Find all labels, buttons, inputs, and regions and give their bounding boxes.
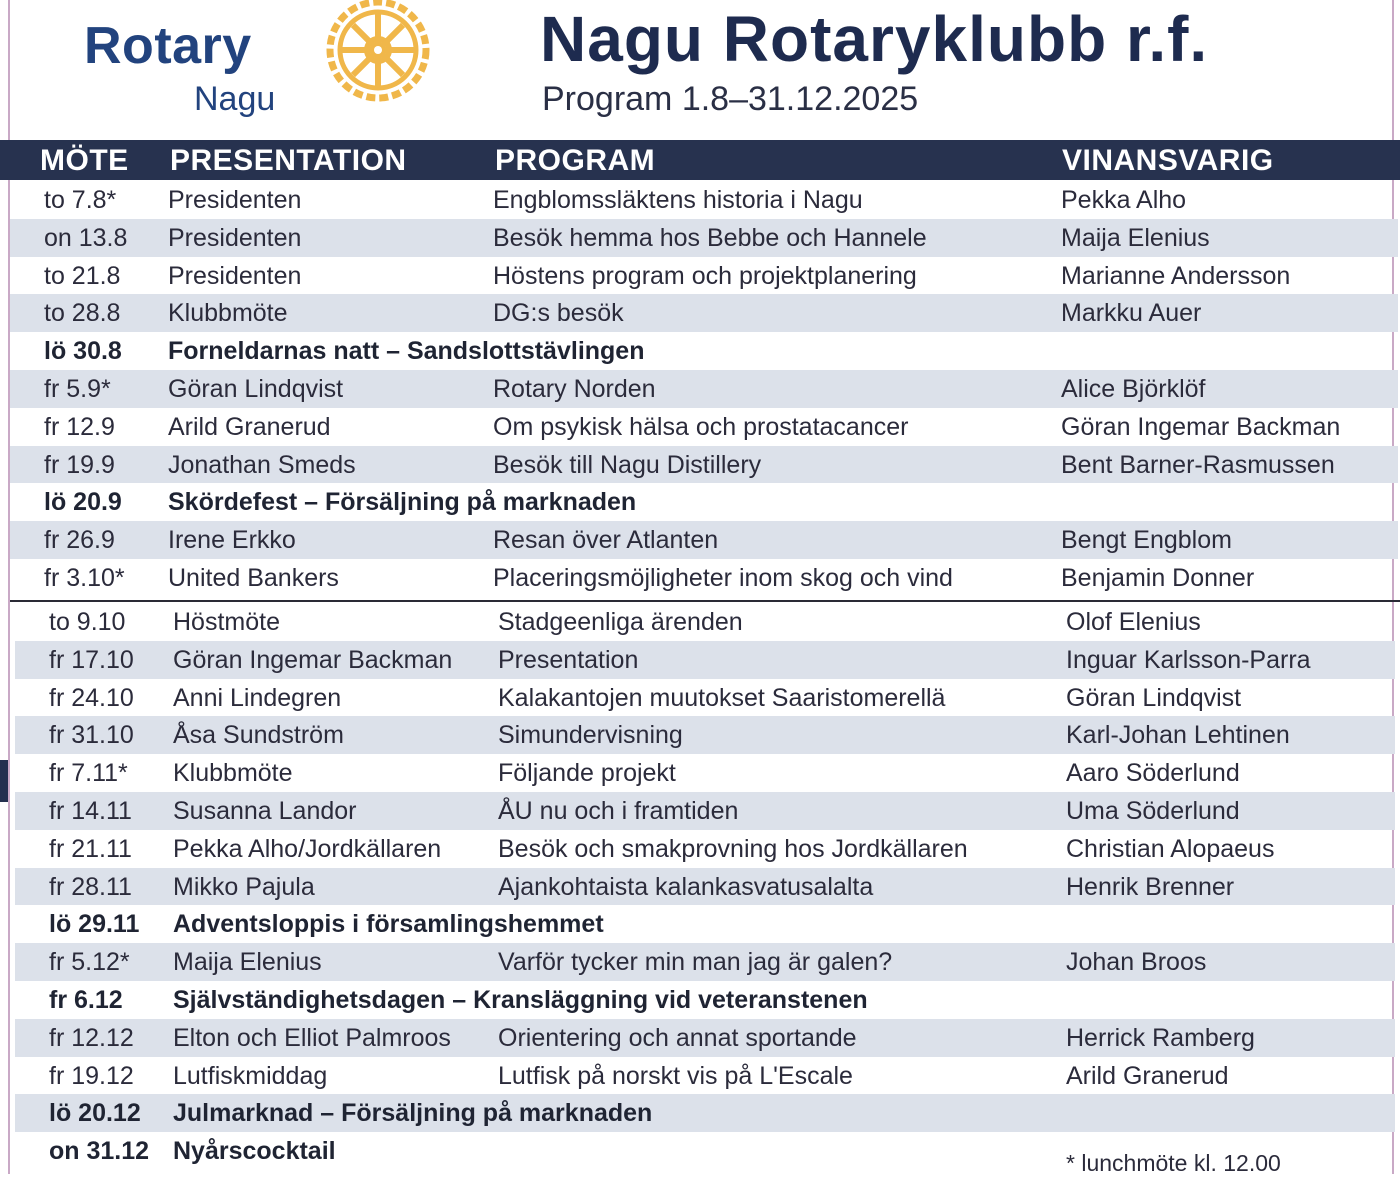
- wine-responsible: Marianne Andersson: [1061, 261, 1291, 290]
- wine-responsible: Henrik Brenner: [1066, 872, 1235, 901]
- program-topic: Presentation: [498, 645, 639, 674]
- table-row: [10, 294, 1398, 332]
- wine-responsible: Markku Auer: [1061, 299, 1202, 328]
- event-name: Självständighetsdagen – Kransläggning vid veteranstenen: [173, 985, 868, 1014]
- event-name: Nyårscocktail: [173, 1137, 336, 1166]
- meeting-date: fr 28.11: [49, 872, 132, 901]
- program-topic: Resan över Atlanten: [493, 526, 719, 555]
- table-row: [15, 754, 1395, 792]
- presenter: Presidenten: [168, 223, 302, 252]
- presenter: Pekka Alho/Jordkällaren: [173, 834, 442, 863]
- presenter: Arild Granerud: [168, 412, 331, 441]
- presenter: Presidenten: [168, 186, 302, 214]
- wine-responsible: Olof Elenius: [1066, 608, 1201, 636]
- meeting-date: fr 14.11: [49, 796, 132, 825]
- meeting-date: fr 12.9: [44, 412, 115, 441]
- event-name: Forneldarnas natt – Sandslottstävlingen: [168, 337, 645, 366]
- table-row: [10, 559, 1398, 597]
- program-topic: Stadgeenliga ärenden: [498, 608, 743, 636]
- wine-responsible: Göran Ingemar Backman: [1061, 412, 1341, 441]
- table-row: [15, 603, 1395, 641]
- presenter: Irene Erkko: [168, 526, 296, 555]
- presenter: Klubbmöte: [173, 759, 293, 788]
- event-row: [10, 332, 1398, 370]
- meeting-date: fr 24.10: [49, 683, 134, 712]
- table-row: [10, 257, 1398, 295]
- table-row: [15, 1057, 1395, 1095]
- wine-responsible: Johan Broos: [1066, 948, 1207, 977]
- table-row: [15, 1019, 1395, 1057]
- presenter: Susanna Landor: [173, 796, 357, 825]
- program-topic: Kalakantojen muutokset Saaristomerellä: [498, 683, 946, 712]
- program-topic: Varför tycker min man jag är galen?: [498, 948, 893, 977]
- meeting-date: to 7.8*: [44, 186, 117, 214]
- meeting-date: fr 5.9*: [44, 374, 111, 403]
- presenter: Lutfiskmiddag: [173, 1061, 328, 1090]
- program-topic: Ajankohtaista kalankasvatusalalta: [498, 872, 874, 901]
- program-topic: Höstens program och projektplanering: [493, 261, 917, 290]
- presenter: Presidenten: [168, 261, 302, 290]
- program-topic: ÅU nu och i framtiden: [498, 796, 739, 825]
- table-header: [0, 140, 1400, 180]
- meeting-date: to 9.10: [49, 608, 126, 636]
- program-topic: Besök och smakprovning hos Jordkällaren: [498, 834, 968, 863]
- table-row: [15, 792, 1395, 830]
- meeting-date: to 21.8: [44, 261, 121, 290]
- page-subtitle: Program 1.8–31.12.2025: [542, 80, 919, 118]
- meeting-date: fr 19.9: [44, 450, 115, 479]
- wine-responsible: Aaro Söderlund: [1066, 759, 1240, 788]
- table-body-winter: [5, 603, 1400, 1170]
- meeting-date: fr 6.12: [49, 985, 123, 1014]
- presenter: Anni Lindegren: [173, 683, 342, 712]
- table-row: [15, 943, 1395, 981]
- meeting-date: fr 21.11: [49, 834, 132, 863]
- table-row: [10, 408, 1398, 446]
- wine-responsible: Alice Björklöf: [1061, 374, 1206, 403]
- meeting-date: fr 5.12*: [49, 948, 130, 977]
- wine-responsible: Uma Söderlund: [1066, 796, 1240, 825]
- meeting-date: fr 26.9: [44, 526, 115, 555]
- meeting-date: fr 31.10: [49, 721, 134, 750]
- meeting-date: lö 20.9: [44, 488, 122, 517]
- presenter: Göran Lindqvist: [168, 374, 344, 403]
- wine-responsible: Christian Alopaeus: [1066, 834, 1275, 863]
- wine-responsible: Maija Elenius: [1061, 223, 1210, 252]
- presenter: Höstmöte: [173, 608, 280, 636]
- presenter: Mikko Pajula: [173, 872, 315, 901]
- program-topic: Placeringsmöjligheter inom skog och vind: [493, 563, 953, 592]
- meeting-date: fr 3.10*: [44, 563, 125, 592]
- event-row: [15, 905, 1395, 943]
- presenter: Göran Ingemar Backman: [173, 645, 453, 674]
- wine-responsible: Bengt Engblom: [1061, 526, 1232, 555]
- meeting-date: fr 7.11*: [49, 759, 128, 788]
- program-topic: Simundervisning: [498, 721, 683, 750]
- presenter: Jonathan Smeds: [168, 450, 356, 479]
- wine-responsible: Arild Granerud: [1066, 1061, 1229, 1090]
- table-row: [15, 716, 1395, 754]
- program-topic: Följande projekt: [498, 759, 676, 788]
- presenter: Åsa Sundström: [173, 721, 344, 750]
- column-header-mote: MÖTE: [40, 144, 129, 177]
- program-topic: Om psykisk hälsa och prostatacancer: [493, 412, 909, 441]
- meeting-date: lö 29.11: [49, 910, 140, 939]
- program-topic: Rotary Norden: [493, 374, 656, 403]
- meeting-date: on 31.12: [49, 1137, 150, 1166]
- footnote: * lunchmöte kl. 12.00: [1066, 1150, 1281, 1176]
- program-topic: Orientering och annat sportande: [498, 1023, 857, 1052]
- meeting-date: on 13.8: [44, 223, 128, 252]
- event-row: [10, 483, 1398, 521]
- table-row: [15, 868, 1395, 906]
- meeting-date: lö 20.12: [49, 1099, 141, 1128]
- program-topic: Lutfisk på norskt vis på L'Escale: [498, 1061, 853, 1090]
- program-topic: DG:s besök: [493, 299, 624, 328]
- event-name: Adventsloppis i församlingshemmet: [173, 910, 604, 939]
- table-row: [10, 219, 1398, 257]
- wine-responsible: Benjamin Donner: [1061, 563, 1255, 592]
- meeting-date: fr 19.12: [49, 1061, 134, 1090]
- presenter: Maija Elenius: [173, 948, 322, 977]
- program-topic: Besök hemma hos Bebbe och Hannele: [493, 223, 927, 252]
- table-row: [15, 830, 1395, 868]
- program-topic: Besök till Nagu Distillery: [493, 450, 762, 479]
- wine-responsible: Bent Barner-Rasmussen: [1061, 450, 1335, 479]
- page-title: Nagu Rotaryklubb r.f.: [540, 3, 1209, 75]
- table-row: [15, 679, 1395, 717]
- column-header-program: PROGRAM: [495, 144, 656, 177]
- wine-responsible: Göran Lindqvist: [1066, 683, 1242, 712]
- presenter: Elton och Elliot Palmroos: [173, 1023, 451, 1052]
- table-row: [10, 181, 1398, 219]
- table-row: [10, 521, 1398, 559]
- column-header-presentation: PRESENTATION: [170, 144, 407, 177]
- meeting-date: lö 30.8: [44, 337, 122, 366]
- table-body-autumn: [0, 181, 1400, 597]
- event-row: [15, 981, 1395, 1019]
- table-row: [10, 446, 1398, 484]
- meeting-date: to 28.8: [44, 299, 121, 328]
- program-topic: Engblomssläktens historia i Nagu: [493, 186, 863, 214]
- table-row: [10, 370, 1398, 408]
- column-header-vinansvarig: VINANSVARIG: [1062, 144, 1274, 177]
- wine-responsible: Herrick Ramberg: [1066, 1023, 1255, 1052]
- presenter: United Bankers: [168, 563, 339, 592]
- meeting-date: fr 12.12: [49, 1023, 134, 1052]
- table-divider: [10, 600, 1400, 602]
- meeting-date: fr 17.10: [49, 645, 134, 674]
- wine-responsible: Inguar Karlsson-Parra: [1066, 645, 1311, 674]
- logo-subtext: Nagu: [194, 80, 276, 118]
- wine-responsible: Pekka Alho: [1061, 186, 1187, 214]
- logo-text: Rotary: [84, 17, 252, 75]
- wine-responsible: Karl-Johan Lehtinen: [1066, 721, 1290, 750]
- event-row: [15, 1094, 1395, 1132]
- event-name: Skördefest – Försäljning på marknaden: [168, 488, 637, 517]
- rotary-wheel-icon: [308, 0, 448, 104]
- event-name: Julmarknad – Försäljning på marknaden: [173, 1099, 653, 1128]
- presenter: Klubbmöte: [168, 299, 288, 328]
- table-row: [15, 641, 1395, 679]
